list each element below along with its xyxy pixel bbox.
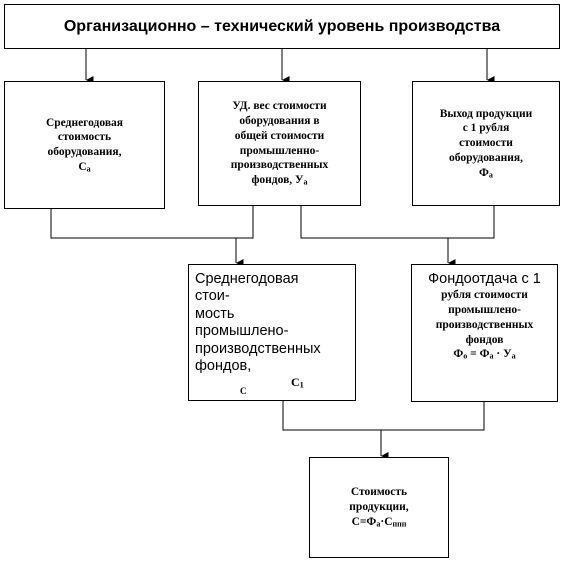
box-f-line-2: продукции, (349, 501, 409, 514)
box-average-fixed-assets (188, 264, 356, 401)
top-level-title: Организационно – технический уровень производства (63, 17, 501, 35)
box-d-symbol-row (195, 375, 355, 397)
box-b-line-2: оборудования в (239, 115, 320, 128)
box-a-line-3: оборудования, (47, 146, 122, 158)
box-c-symbol: $Ф_a$ (479, 166, 493, 180)
top-level-box (4, 4, 560, 49)
box-b-line-6: фондов, $У_a$ (251, 173, 308, 187)
box-d-line-3: мость (195, 305, 235, 322)
box-e-line-4: фондов (465, 333, 504, 346)
box-e-line-2: промышлено- (448, 304, 521, 317)
box-equipment-average-cost (4, 81, 165, 209)
box-c-line-2: с 1 рубля (462, 122, 510, 135)
box-d-line-6: фондов, (195, 357, 252, 374)
box-d-cut-symbol: С (240, 386, 247, 397)
box-c-line-3: стоимости (459, 137, 513, 150)
box-e-formula: $Ф_о = Ф_a \cdot У_a$ (453, 348, 516, 361)
bracket-d-e (283, 401, 484, 430)
box-output-per-ruble (412, 81, 560, 206)
bracket-b-c (301, 206, 494, 238)
box-d-line-2: стои- (195, 288, 230, 305)
box-f-formula: $С=Ф_a\cdot С_{ппп}$ (351, 515, 407, 529)
box-c-line-4: оборудования, (449, 151, 523, 164)
box-b-line-1: УД. вес стоимости (232, 100, 327, 113)
box-d-line-5: производственных (195, 340, 321, 357)
box-b-line-3: общей стоимости (234, 129, 325, 142)
box-f-line-1: Стоимость (350, 486, 408, 499)
box-b-line-5: производственных (230, 159, 329, 172)
box-c-line-1: Выход продукции (439, 107, 533, 120)
bracket-a-b (51, 206, 253, 238)
box-a-line-2: стоимость (57, 131, 112, 144)
box-e-line-3: производственных (435, 318, 534, 331)
box-equipment-share (198, 81, 361, 206)
box-e-title-line: Фондоотдача с 1 (428, 271, 541, 287)
box-d-symbol: $С_1$ (291, 375, 304, 391)
box-e-line-1: рубля стоимости (441, 289, 528, 302)
box-b-line-4: промышленно- (239, 144, 320, 157)
box-d-line-1: Среднегодовая (195, 271, 299, 287)
box-d-line-4: промышлено- (195, 323, 289, 340)
box-capital-productivity (411, 264, 558, 402)
box-production-cost (309, 457, 449, 558)
box-a-line-1: Среднегодовая (45, 116, 124, 129)
box-a-symbol: $С_a$ (78, 160, 91, 174)
